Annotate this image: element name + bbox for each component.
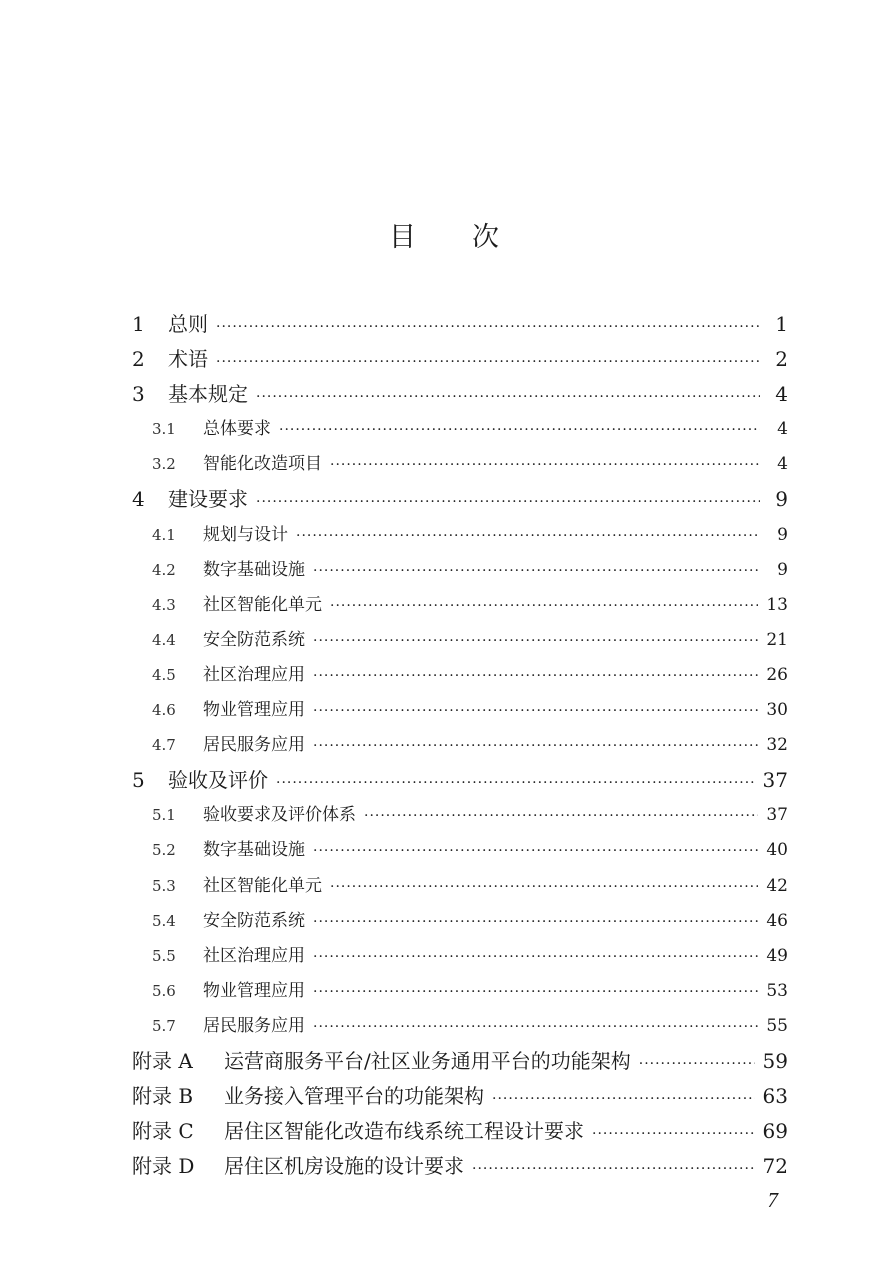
toc-entry[interactable]	[132, 482, 788, 517]
toc-entry-label: 物业管理应用	[203, 980, 305, 1001]
toc-entry-page: 30	[766, 700, 788, 721]
toc-entry-number: 5.5	[152, 946, 176, 965]
toc-leader-dots	[279, 413, 760, 448]
toc-entry-page: 1	[775, 312, 788, 336]
toc-entry-number: 5.6	[152, 981, 176, 1000]
toc-entry[interactable]	[132, 798, 788, 833]
toc-leader-dots	[330, 589, 758, 624]
toc-leader-dots	[330, 448, 760, 483]
toc-entry-label: 规划与设计	[203, 524, 288, 545]
toc-entry-label: 安全防范系统	[203, 629, 305, 650]
toc-entry-number: 3.1	[152, 420, 176, 439]
toc-leader-dots	[492, 1082, 755, 1117]
toc-entry-page: 49	[766, 945, 788, 966]
toc-leader-dots	[313, 975, 758, 1010]
toc-leader-dots	[313, 834, 758, 869]
toc-entry-label: 社区智能化单元	[203, 594, 322, 615]
toc-leader-dots	[639, 1047, 755, 1082]
toc-entry[interactable]	[132, 412, 788, 447]
toc-entry[interactable]	[132, 904, 788, 939]
page-title: 目次	[389, 222, 555, 253]
toc-entry-number: 4.2	[152, 560, 176, 579]
toc-entry-label: 运营商服务平台/社区业务通用平台的功能架构	[224, 1048, 631, 1073]
toc-entry-number: 附录 C	[132, 1119, 194, 1144]
toc-entry-number: 5.2	[152, 841, 176, 860]
toc-entry-label: 居民服务应用	[203, 735, 305, 756]
toc-entry-label: 总则	[168, 312, 208, 336]
toc-entry-number: 附录 A	[132, 1048, 193, 1073]
toc-entry-label: 总体要求	[203, 419, 271, 440]
toc-leader-dots	[276, 766, 755, 801]
toc-entry-number: 4.7	[152, 736, 176, 755]
toc-entry[interactable]	[132, 693, 788, 728]
toc-entry[interactable]	[132, 447, 788, 482]
toc-entry-page: 9	[777, 559, 788, 580]
toc-entry-page: 37	[762, 768, 788, 793]
toc-entry[interactable]	[132, 869, 788, 904]
toc-entry-label: 业务接入管理平台的功能架构	[224, 1084, 484, 1109]
toc-leader-dots	[330, 870, 758, 905]
page-number: 7	[767, 1188, 778, 1212]
toc-entry-page: 53	[766, 980, 788, 1001]
toc-entry-page: 13	[766, 594, 788, 615]
toc-entry-number: 4	[132, 487, 145, 512]
toc-entry-page: 69	[762, 1119, 788, 1144]
toc-entry-label: 智能化改造项目	[203, 454, 322, 475]
toc-entry[interactable]	[132, 623, 788, 658]
toc-entry-page: 9	[777, 524, 788, 545]
toc-entry-page: 4	[777, 419, 788, 440]
toc-entry[interactable]	[132, 974, 788, 1009]
toc-entry-number: 5.7	[152, 1016, 176, 1035]
toc-entry-number: 2	[132, 347, 145, 372]
toc-leader-dots	[313, 659, 758, 694]
toc-entry-page: 9	[775, 487, 788, 512]
toc-entry-number: 附录 B	[132, 1084, 194, 1109]
toc-leader-dots	[256, 380, 760, 415]
toc-entry-page: 4	[777, 454, 788, 475]
toc-entry-page: 4	[775, 382, 788, 407]
toc-entry-label: 社区治理应用	[203, 664, 305, 685]
toc-entry[interactable]	[132, 1044, 788, 1079]
toc-leader-dots	[472, 1152, 755, 1187]
toc-entry-number: 4.3	[152, 595, 176, 614]
toc-leader-dots	[313, 624, 758, 659]
toc-entry-page: 46	[766, 910, 788, 931]
toc-entry-label: 建设要求	[168, 487, 248, 512]
toc-leader-dots	[296, 519, 760, 554]
toc-entry-page: 42	[766, 875, 788, 896]
toc-entry-label: 术语	[168, 347, 208, 372]
toc-entry-label: 验收要求及评价体系	[203, 805, 356, 826]
toc-entry-number: 4.4	[152, 630, 176, 649]
toc-entry-page: 37	[766, 805, 788, 826]
toc-leader-dots	[313, 554, 760, 589]
toc-entry-label: 安全防范系统	[203, 910, 305, 931]
toc-leader-dots	[592, 1117, 755, 1152]
toc-entry-label: 物业管理应用	[203, 700, 305, 721]
toc-entry-number: 5	[132, 768, 145, 793]
toc-leader-dots	[256, 485, 760, 520]
toc-entry-number: 3.2	[152, 455, 176, 474]
toc-entry[interactable]	[132, 939, 788, 974]
toc-entry[interactable]	[132, 833, 788, 868]
toc-entry-page: 26	[766, 664, 788, 685]
toc-leader-dots	[313, 729, 758, 764]
toc-entry-number: 4.1	[152, 525, 176, 544]
toc-leader-dots	[216, 345, 760, 380]
toc-entry[interactable]	[132, 1149, 788, 1184]
toc-entry-label: 验收及评价	[168, 768, 268, 793]
toc-entry-number: 5.3	[152, 876, 176, 895]
toc-entry[interactable]	[132, 518, 788, 553]
toc-entry-number: 4.6	[152, 701, 176, 720]
toc-entry-page: 40	[766, 840, 788, 861]
toc-entry[interactable]	[132, 1079, 788, 1114]
toc-entry-page: 21	[766, 629, 788, 650]
table-of-contents	[132, 307, 788, 1184]
toc-entry[interactable]	[132, 1009, 788, 1044]
toc-entry[interactable]	[132, 658, 788, 693]
toc-entry-label: 基本规定	[168, 382, 248, 407]
toc-entry-number: 3	[132, 382, 145, 407]
toc-entry-page: 59	[762, 1048, 788, 1073]
toc-entry[interactable]	[132, 553, 788, 588]
toc-entry[interactable]	[132, 728, 788, 763]
toc-entry-page: 2	[775, 347, 788, 372]
toc-entry-label: 数字基础设施	[203, 840, 305, 861]
toc-leader-dots	[313, 905, 758, 940]
toc-entry-number: 1	[132, 312, 145, 336]
toc-entry-label: 居住区机房设施的设计要求	[224, 1154, 464, 1179]
toc-entry-page: 63	[762, 1084, 788, 1109]
toc-leader-dots	[313, 940, 758, 975]
toc-leader-dots	[364, 799, 758, 834]
toc-entry[interactable]	[132, 1114, 788, 1149]
toc-entry-page: 72	[762, 1154, 788, 1179]
toc-entry[interactable]	[132, 588, 788, 623]
toc-entry-label: 数字基础设施	[203, 559, 305, 580]
toc-entry-label: 社区治理应用	[203, 945, 305, 966]
toc-leader-dots	[216, 310, 760, 345]
toc-entry[interactable]	[132, 307, 788, 342]
toc-entry-number: 5.1	[152, 806, 176, 825]
toc-entry-number: 5.4	[152, 911, 176, 930]
toc-entry-label: 居住区智能化改造布线系统工程设计要求	[224, 1119, 584, 1144]
toc-entry-page: 55	[766, 1015, 788, 1036]
toc-entry-page: 32	[766, 735, 788, 756]
toc-entry[interactable]	[132, 342, 788, 377]
toc-entry-number: 4.5	[152, 665, 176, 684]
toc-leader-dots	[313, 1010, 758, 1045]
toc-entry-number: 附录 D	[132, 1154, 195, 1179]
toc-entry-label: 社区智能化单元	[203, 875, 322, 896]
toc-entry-label: 居民服务应用	[203, 1015, 305, 1036]
toc-entry[interactable]	[132, 377, 788, 412]
toc-entry[interactable]	[132, 763, 788, 798]
toc-leader-dots	[313, 694, 758, 729]
